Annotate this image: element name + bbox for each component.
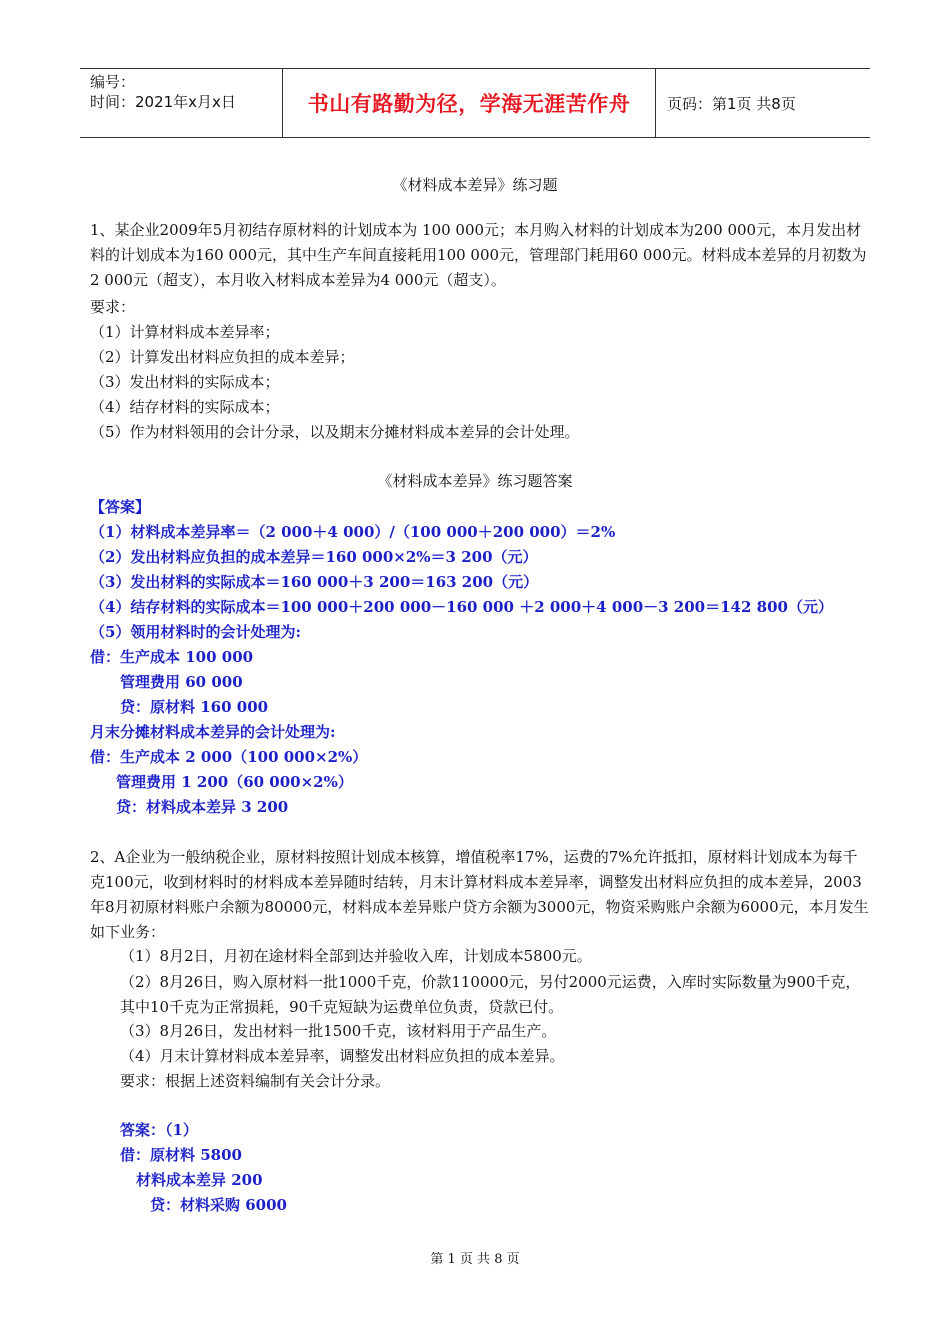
answer-line: （2）发出材料应负担的成本差异＝160 000×2%＝3 200（元）: [90, 548, 538, 566]
question-1-item: （2）计算发出材料应负担的成本差异；: [90, 348, 355, 366]
question-1-item: （3）发出材料的实际成本；: [90, 373, 280, 391]
page-header: [80, 68, 870, 138]
question-1-item: （4）结存材料的实际成本；: [90, 398, 280, 416]
journal-entry-line: 管理费用 1 200（60 000×2%）: [116, 773, 353, 791]
answer-heading: 答案：（1）: [120, 1121, 198, 1139]
answer-line: （4）结存材料的实际成本＝100 000＋200 000－160 000 ＋2 000＋4 000－3 200＝142 800（元）: [90, 598, 833, 616]
answer-line: （1）材料成本差异率＝（2 000＋4 000）/（100 000＋200 000）＝2%: [90, 523, 616, 541]
question-1-item: （5）作为材料领用的会计分录，以及期末分摊材料成本差异的会计处理。: [90, 423, 580, 441]
document-date: 时间：2021年x月x日: [90, 93, 236, 111]
journal-entry-line: 贷：材料成本差异 3 200: [116, 798, 289, 816]
document-number: 编号：: [90, 73, 136, 91]
question-1-text: 1、某企业2009年5月初结存原材料的计划成本为 100 000元；本月购入材料的计划成本为200 000元，本月发出材料的计划成本为160 000元，其中生产车间直接耗用100 000元，管理部门耗用60 000元。材料成本差异的月初数为2 000元（超支），本月收入材料成本差异为4 000元（超支）。: [90, 221, 867, 289]
motto: 书山有路勤为径，学海无涯苦作舟: [307, 92, 631, 116]
journal-entry-line: 管理费用 60 000: [120, 673, 243, 691]
page-footer: 第 1 页 共 8 页: [430, 1252, 520, 1267]
header-motto-cell: [282, 69, 656, 137]
answer-heading: 【答案】: [90, 498, 151, 516]
exercise-title: 《材料成本差异》练习题: [392, 176, 558, 194]
question-2-item: （4）月末计算材料成本差异率，调整发出材料应负担的成本差异。: [120, 1047, 565, 1065]
journal-entry-line: 贷：原材料 160 000: [120, 698, 269, 716]
journal-entry-line: 材料成本差异 200: [136, 1171, 263, 1189]
answer-line: （3）发出材料的实际成本＝160 000＋3 200＝163 200（元）: [90, 573, 539, 591]
journal-entry-line: 借：原材料 5800: [120, 1146, 242, 1164]
question-1-requirement: 要求：: [90, 298, 136, 316]
question-2-text: 2、A企业为一般纳税企业，原材料按照计划成本核算，增值税率17%，运费的7%允许抵扣，原材料计划成本为每千克100元，收到材料时的材料成本差异随时结转，月末计算材料成本差异率，调整发出材料应负担的成本差异，2003年8月初原材料账户余额为80000元，材料成本差异账户贷方余额为3000元，物资采购账户余额为6000元，本月发生如下业务：: [90, 848, 869, 941]
question-2-item: （2）8月26日，购入原材料一批1000千克，价款110000元，另付2000元运费，入库时实际数量为900千克，其中10千克为正常损耗，90千克短缺为运费单位负责，贷款已付。: [120, 973, 861, 1016]
question-2-item: （1）8月2日，月初在途材料全部到达并验收入库，计划成本5800元。: [120, 947, 592, 965]
question-1-item: （1）计算材料成本差异率；: [90, 323, 280, 341]
answer-line: （5）领用材料时的会计处理为:: [90, 623, 301, 641]
header-info: [80, 69, 282, 137]
answer-line: 月末分摊材料成本差异的会计处理为:: [90, 723, 336, 741]
journal-entry-line: 借：生产成本 2 000（100 000×2%）: [90, 748, 368, 766]
question-2-requirement: 要求：根据上述资料编制有关会计分录。: [120, 1072, 391, 1090]
answer-title: 《材料成本差异》练习题答案: [377, 472, 573, 490]
journal-entry-line: 借：生产成本 100 000: [90, 648, 254, 666]
journal-entry-line: 贷：材料采购 6000: [150, 1196, 287, 1214]
question-2-item: （3）8月26日，发出材料一批1500千克，该材料用于产品生产。: [120, 1022, 557, 1040]
page-indicator: 页码：第1页 共8页: [667, 94, 796, 113]
